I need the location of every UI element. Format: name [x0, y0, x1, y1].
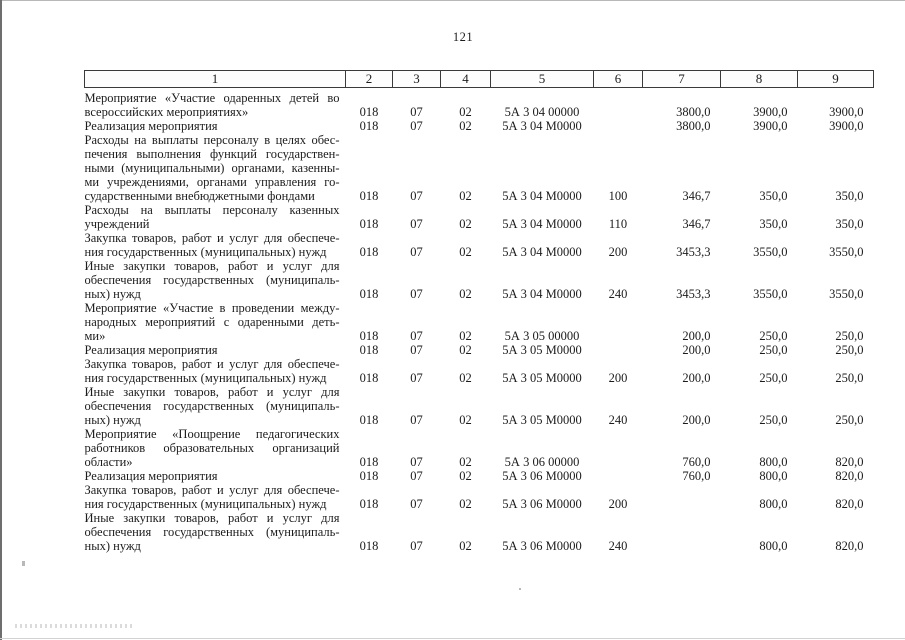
cell-rz-code: 07 [410, 497, 423, 511]
expense-name-line: сударственными внебюджетными фондами [84, 189, 315, 203]
cell-csr-code: 5А 3 04 М0000 [502, 245, 582, 259]
cell-csr-code: 5А 3 06 00000 [504, 455, 580, 469]
cell-csr-code: 5А 3 05 М0000 [502, 413, 582, 427]
table-header-cell: 3 [393, 71, 441, 88]
table-row [85, 133, 874, 203]
cell-vr-code [594, 301, 643, 343]
cell-pr-code: 02 [459, 217, 472, 231]
cell-amount-year3: 820,0 [835, 539, 864, 553]
cell-vr-code: 240 [608, 413, 628, 427]
table-row [85, 483, 874, 511]
cell-expense-name [85, 119, 346, 133]
cell-amount-year2: 250,0 [759, 329, 788, 343]
cell-vr-code: 100 [608, 189, 628, 203]
cell-csr-code: 5А 3 04 М0000 [502, 189, 582, 203]
cell-amount-year3: 3550,0 [829, 287, 864, 301]
table-header-cell: 7 [643, 71, 721, 88]
cell-csr-code: 5А 3 04 00000 [504, 105, 580, 119]
cell-pr-code: 02 [459, 329, 472, 343]
cell-expense-name [85, 133, 346, 203]
expense-name-line: Закупка товаров, работ и услуг для обеспече- [84, 483, 340, 497]
cell-amount-year1: 3800,0 [676, 119, 711, 133]
cell-ved-code: 018 [359, 455, 379, 469]
table-header-row [85, 71, 874, 88]
cell-csr-code: 5А 3 06 М0000 [502, 497, 582, 511]
cell-rz-code: 07 [410, 217, 423, 231]
cell-amount-year1: 200,0 [682, 343, 711, 357]
expense-name-line: Мероприятие «Участие одаренных детей во [84, 91, 340, 105]
cell-expense-name [85, 357, 346, 385]
expense-name-line: ными (муниципальными) органами, казенны- [84, 161, 340, 175]
table-row [85, 88, 874, 120]
scan-edge-left [0, 0, 2, 640]
expense-name-line: ных) нужд [84, 287, 141, 301]
expense-name-line: учреждений [84, 217, 150, 231]
cell-expense-name [85, 483, 346, 511]
cell-pr-code: 02 [459, 539, 472, 553]
expense-name-line: Иные закупки товаров, работ и услуг для [84, 511, 340, 525]
cell-vr-code: 200 [608, 371, 628, 385]
cell-vr-code: 110 [608, 217, 628, 231]
cell-ved-code: 018 [359, 469, 379, 483]
cell-amount-year1: 760,0 [682, 455, 711, 469]
expense-name-line: области» [84, 455, 133, 469]
cell-ved-code: 018 [359, 497, 379, 511]
cell-amount-year2: 3900,0 [753, 105, 788, 119]
cell-pr-code: 02 [459, 497, 472, 511]
expense-name-line: ми учреждениями, органами управления го- [84, 175, 340, 189]
cell-csr-code: 5А 3 06 М0000 [502, 469, 582, 483]
expense-name-line: Расходы на выплаты персоналу казенных [84, 203, 340, 217]
cell-amount-year1: 3453,3 [676, 287, 711, 301]
cell-rz-code: 07 [410, 287, 423, 301]
cell-vr-code: 200 [608, 245, 628, 259]
cell-amount-year2: 800,0 [759, 469, 788, 483]
table-header-cell: 2 [346, 71, 393, 88]
cell-expense-name [85, 469, 346, 483]
cell-ved-code: 018 [359, 217, 379, 231]
table-row [85, 357, 874, 385]
scan-edge-bottom [0, 638, 905, 639]
cell-vr-code [594, 119, 643, 133]
cell-amount-year2: 250,0 [759, 343, 788, 357]
cell-expense-name [85, 343, 346, 357]
cell-rz-code: 07 [410, 189, 423, 203]
table-header-cell: 8 [721, 71, 798, 88]
expense-name-line: Расходы на выплаты персоналу в целях обес- [84, 133, 340, 147]
cell-pr-code: 02 [459, 413, 472, 427]
cell-amount-year1: 200,0 [682, 371, 711, 385]
cell-rz-code: 07 [410, 413, 423, 427]
cell-amount-year3: 250,0 [835, 329, 864, 343]
cell-pr-code: 02 [459, 119, 472, 133]
cell-amount-year2: 350,0 [759, 189, 788, 203]
page-number: 121 [452, 30, 474, 44]
cell-csr-code: 5А 3 05 М0000 [502, 371, 582, 385]
expense-name-line: обеспечения государственных (муниципаль- [84, 399, 340, 413]
expense-name-line: Реализация мероприятия [84, 119, 218, 133]
cell-expense-name [85, 385, 346, 427]
cell-ved-code: 018 [359, 287, 379, 301]
cell-ved-code: 018 [359, 371, 379, 385]
cell-amount-year1: 760,0 [682, 469, 711, 483]
cell-ved-code: 018 [359, 105, 379, 119]
cell-pr-code: 02 [459, 371, 472, 385]
cell-expense-name [85, 301, 346, 343]
cell-rz-code: 07 [410, 469, 423, 483]
table-header-cell: 1 [85, 71, 346, 88]
cell-ved-code: 018 [359, 119, 379, 133]
cell-vr-code [594, 88, 643, 120]
table-header-cell: 9 [798, 71, 874, 88]
expense-name-line: обеспечения государственных (муниципаль- [84, 525, 340, 539]
cell-ved-code: 018 [359, 329, 379, 343]
cell-rz-code: 07 [410, 343, 423, 357]
cell-amount-year3: 820,0 [835, 455, 864, 469]
expense-name-line: ния государственных (муниципальных) нужд [84, 497, 327, 511]
cell-amount-year2: 3550,0 [753, 287, 788, 301]
cell-vr-code [594, 343, 643, 357]
cell-rz-code: 07 [410, 245, 423, 259]
cell-rz-code: 07 [410, 329, 423, 343]
table-row [85, 385, 874, 427]
cell-amount-year1 [643, 511, 721, 553]
expense-name-line: печения выполнения функций государствен- [84, 147, 340, 161]
scan-speck [22, 561, 25, 566]
cell-amount-year1: 3800,0 [676, 105, 711, 119]
table-row [85, 343, 874, 357]
cell-csr-code: 5А 3 05 М0000 [502, 343, 582, 357]
cell-rz-code: 07 [410, 119, 423, 133]
cell-ved-code: 018 [359, 413, 379, 427]
cell-amount-year2: 3900,0 [753, 119, 788, 133]
cell-amount-year3: 820,0 [835, 497, 864, 511]
expense-name-line: Закупка товаров, работ и услуг для обеспече- [84, 231, 340, 245]
cell-amount-year3: 350,0 [835, 189, 864, 203]
cell-amount-year3: 3900,0 [829, 119, 864, 133]
cell-ved-code: 018 [359, 343, 379, 357]
expense-name-line: Закупка товаров, работ и услуг для обеспече- [84, 357, 340, 371]
cell-pr-code: 02 [459, 105, 472, 119]
scan-artifact-barcode [15, 624, 135, 628]
table-row [85, 301, 874, 343]
expense-name-line: Мероприятие «Поощрение педагогических [84, 427, 340, 441]
expense-name-line: Реализация мероприятия [84, 469, 218, 483]
expense-name-line: работников образовательных организаций [84, 441, 340, 455]
cell-ved-code: 018 [359, 539, 379, 553]
expense-name-line: народных мероприятий с одаренными деть- [84, 315, 340, 329]
expense-name-line: всероссийских мероприятиях» [84, 105, 249, 119]
cell-amount-year1: 200,0 [682, 413, 711, 427]
cell-vr-code [594, 469, 643, 483]
expense-name-line: ми» [84, 329, 106, 343]
expense-name-line: ния государственных (муниципальных) нужд [84, 371, 327, 385]
cell-pr-code: 02 [459, 469, 472, 483]
table-header-cell: 6 [594, 71, 643, 88]
cell-csr-code: 5А 3 04 М0000 [502, 287, 582, 301]
table-row [85, 119, 874, 133]
scan-speck [519, 588, 521, 590]
cell-rz-code: 07 [410, 455, 423, 469]
cell-pr-code: 02 [459, 455, 472, 469]
cell-csr-code: 5А 3 06 М0000 [502, 539, 582, 553]
expense-name-line: Реализация мероприятия [84, 343, 218, 357]
table-header-cell: 4 [441, 71, 491, 88]
cell-amount-year1: 200,0 [682, 329, 711, 343]
cell-rz-code: 07 [410, 539, 423, 553]
cell-pr-code: 02 [459, 189, 472, 203]
cell-amount-year1: 346,7 [682, 217, 711, 231]
expense-name-line: ных) нужд [84, 413, 141, 427]
cell-amount-year2: 800,0 [759, 539, 788, 553]
cell-pr-code: 02 [459, 287, 472, 301]
cell-amount-year2: 3550,0 [753, 245, 788, 259]
expense-name-line: ния государственных (муниципальных) нужд [84, 245, 327, 259]
scan-edge-top [0, 0, 905, 1]
expense-name-line: Мероприятие «Участие в проведении между- [84, 301, 340, 315]
cell-csr-code: 5А 3 05 00000 [504, 329, 580, 343]
table-row [85, 511, 874, 553]
cell-pr-code: 02 [459, 343, 472, 357]
cell-rz-code: 07 [410, 371, 423, 385]
cell-vr-code [594, 427, 643, 469]
cell-vr-code: 240 [608, 539, 628, 553]
cell-rz-code: 07 [410, 105, 423, 119]
cell-amount-year3: 350,0 [835, 217, 864, 231]
cell-expense-name [85, 259, 346, 301]
cell-expense-name [85, 511, 346, 553]
cell-pr-code: 02 [459, 245, 472, 259]
cell-amount-year3: 250,0 [835, 371, 864, 385]
cell-expense-name [85, 427, 346, 469]
cell-amount-year1: 3453,3 [676, 245, 711, 259]
cell-amount-year3: 3900,0 [829, 105, 864, 119]
cell-amount-year2: 350,0 [759, 217, 788, 231]
cell-expense-name [85, 231, 346, 259]
cell-ved-code: 018 [359, 189, 379, 203]
expense-name-line: Иные закупки товаров, работ и услуг для [84, 259, 340, 273]
table-body [85, 88, 874, 554]
cell-amount-year3: 820,0 [835, 469, 864, 483]
cell-amount-year3: 250,0 [835, 343, 864, 357]
cell-amount-year2: 250,0 [759, 413, 788, 427]
cell-amount-year2: 800,0 [759, 497, 788, 511]
cell-amount-year3: 3550,0 [829, 245, 864, 259]
cell-vr-code: 200 [608, 497, 628, 511]
expense-name-line: Иные закупки товаров, работ и услуг для [84, 385, 340, 399]
cell-vr-code: 240 [608, 287, 628, 301]
table-row [85, 203, 874, 231]
cell-expense-name [85, 88, 346, 120]
cell-amount-year1: 346,7 [682, 189, 711, 203]
cell-expense-name [85, 203, 346, 231]
table-row [85, 231, 874, 259]
cell-ved-code: 018 [359, 245, 379, 259]
cell-amount-year2: 250,0 [759, 371, 788, 385]
cell-csr-code: 5А 3 04 М0000 [502, 119, 582, 133]
budget-table [84, 70, 874, 553]
cell-amount-year2: 800,0 [759, 455, 788, 469]
table-header-cell: 5 [491, 71, 594, 88]
table-row [85, 259, 874, 301]
cell-amount-year3: 250,0 [835, 413, 864, 427]
cell-csr-code: 5А 3 04 М0000 [502, 217, 582, 231]
table-row [85, 427, 874, 469]
cell-amount-year1 [643, 483, 721, 511]
expense-name-line: обеспечения государственных (муниципаль- [84, 273, 340, 287]
expense-name-line: ных) нужд [84, 539, 141, 553]
table-row [85, 469, 874, 483]
